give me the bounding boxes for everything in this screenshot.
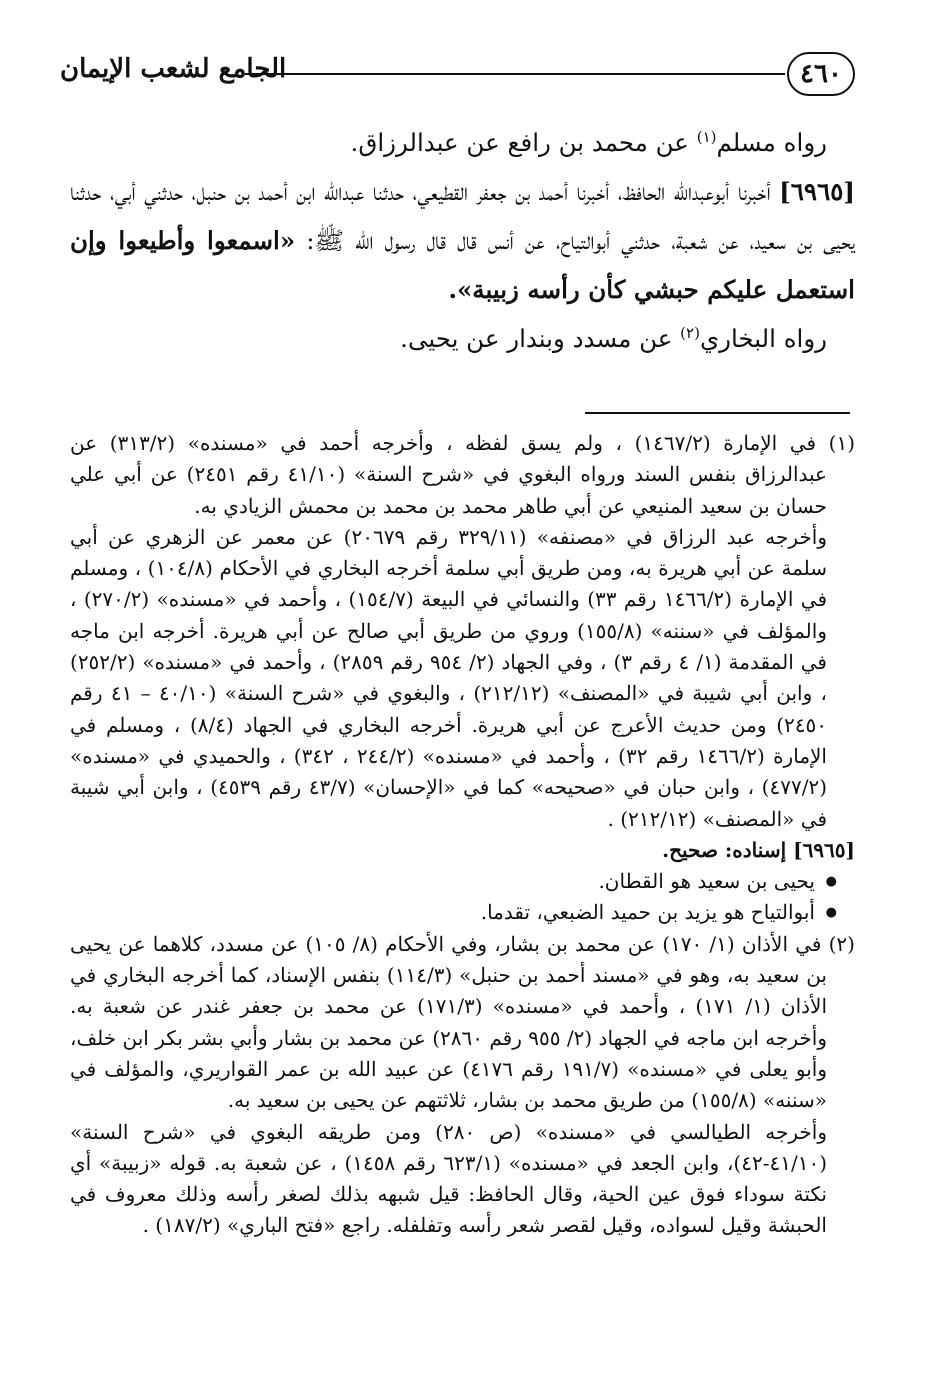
book-title: الجامع لشعب الإيمان [60, 54, 287, 84]
narration-text: رواه مسلم [716, 128, 827, 157]
footnote-1-continuation: وأخرجه عبد الرزاق في «مصنفه» (٣٢٩/١١ رقم ٢٠٦٧٩) عن معمر عن الزهري عن أبي سلمة عن أبي هريرة به، ومن طريق أبي سلمة أخرجه البخاري في الأحكام (١٠٤/٨) ، ومسلم في الإمارة (١٤٦٦/٢ رقم ٣٣) والنسائي في البيعة (١٥٤/٧) ، وأحمد في «مسنده» (٢٧٠/٢) ، والمؤلف في «سننه» (١٥٥/٨) وروي من طريق أبي صالح عن أبي هريرة. أخرجه ابن ماجه في المقدمة (١/ ٤ رقم ٣) ، وفي الجهاد (٢/ ٩٥٤ رقم ٢٨٥٩) ، وأحمد في «مسنده» (٢٥٢/٢) ، وابن أبي شيبة في «المصنف» (٢١٢/١٢) ، والبغوي في «شرح السنة» (٤٠/١٠ – ٤١ رقم ٢٤٥٠) ومن حديث الأعرج عن أبي هريرة. أخرجه البخاري في الجهاد (٨/٤) ، ومسلم في الإمارة (١٤٦٦/٢ رقم ٣٢) ، وأحمد في «مسنده» (٢٤٤/٢ ، ٣٤٢) ، والحميدي في «مسنده» (٤٧٧/٢) ، وابن حبان في «صحيحه» كما في «الإحسان» (٤٣/٧ رقم ٤٥٣٩) ، وابن أبي شيبة في «المصنف» (٢١٢/١٢) . [70, 524, 828, 831]
footnotes [70, 428, 855, 1242]
footnote-1: (١) في الإمارة (١٤٦٧/٢) ، ولم يسق لفظه ، وأخرجه أحمد في «مسنده» (٣١٣/٢) عن عبدالرزاق بنفس السند ورواه البغوي في «شرح السنة» (٤١/١٠ رقم ٢٤٥١) عن أبي علي حسان بن سعيد المنيعي عن أبي طاهر محمد بن محمد بن محمش الزيادي به. [70, 431, 855, 518]
page-number: ٤٦٠ [787, 52, 855, 96]
footnote-ref-2: (٢) [680, 323, 700, 342]
grade-value: صحيح. [662, 837, 718, 862]
hadith-paragraph [70, 167, 855, 314]
footnote-2: (٢) في الأذان (١/ ١٧٠) عن محمد بن بشار، وفي الأحكام (٨/ ١٠٥) عن مسدد، كلاهما عن يحيى بن سعيد به، وهو في «مسند أحمد بن حنبل» (١١٤/٣) بنفس الإسناد، كما أخرجه البخاري في الأذان (١/ ١٧١) ، وأحمد في «مسنده» (١٧١/٣) عن محمد بن جعفر غندر عن شعبة به. وأخرجه ابن ماجه في الجهاد (٢/ ٩٥٥ رقم ٢٨٦٠) عن محمد بن بشار وأبي بشر بكر ابن خلف، وأبو يعلى في «مسنده» (١٩١/٧ رقم ٤١٧٦) عن عبيد الله بن عمر القواريري، والمؤلف في «سننه» (١٥٥/٨) من طريق محمد بن بشار، ثلاثتهم عن يحيى بن سعيد به. [70, 931, 855, 1113]
grade-label: [٦٩٦٥] إسناده: [717, 837, 855, 862]
header-rule [245, 73, 785, 75]
footnote-ref-1: (١) [696, 127, 717, 146]
narration-text: رواه البخاري [699, 324, 827, 353]
hadith-number: [٦٩٦٥] [779, 177, 855, 206]
list-item: ● أبوالتياح هو يزيد بن حميد الضبعي، تقدما. [70, 897, 815, 928]
main-text [70, 118, 855, 363]
footnote-2-continuation: وأخرجه الطيالسي في «مسنده» (ص ٢٨٠) ومن طريقه البغوي في «شرح السنة» (٤١/١٠-٤٢)، وابن الجعد في «مسنده» (٦٢٣/١ رقم ١٤٥٨) ، عن شعبة به. قوله «زبيبة» أي نكتة سوداء فوق عين الحية، وقال الحافظ: قيل شبهه بذلك لصغر رأسه وذلك معروف في الحبشة وقيل لسواده، وقيل لقصر شعر رأسه وتفلفله. راجع «فتح الباري» (١٨٧/٢) . [70, 1119, 828, 1238]
narration-rest: عن محمد بن رافع عن عبدالرزاق. [350, 128, 697, 157]
narration-rest: عن مسدد وبندار عن يحيى. [400, 324, 681, 353]
footnote-separator [585, 412, 850, 414]
narration-muslim [70, 118, 855, 167]
page-header [60, 46, 855, 102]
list-item: ● يحيى بن سعيد هو القطان. [70, 866, 815, 897]
hadith-isnad: أخبرنا أبوعبدالله الحافظ، أخبرنا أحمد بن جعفر القطيعي، حدثنا عبدالله ابن أحمد بن حنبل، حدثني أبي، حدثنا يحيى بن سعيد، عن شعبة، حدثني أبوالتياح، عن أنس قال قال رسول الله ﷺ: [70, 177, 855, 255]
narration-bukhari [70, 314, 855, 363]
isnad-grade [70, 835, 855, 866]
narrator-notes [70, 866, 855, 929]
hadith-matn: «اسمعوا وأطيعوا وإن استعمل عليكم حبشي كأن رأسه زبيبة». [70, 226, 855, 304]
